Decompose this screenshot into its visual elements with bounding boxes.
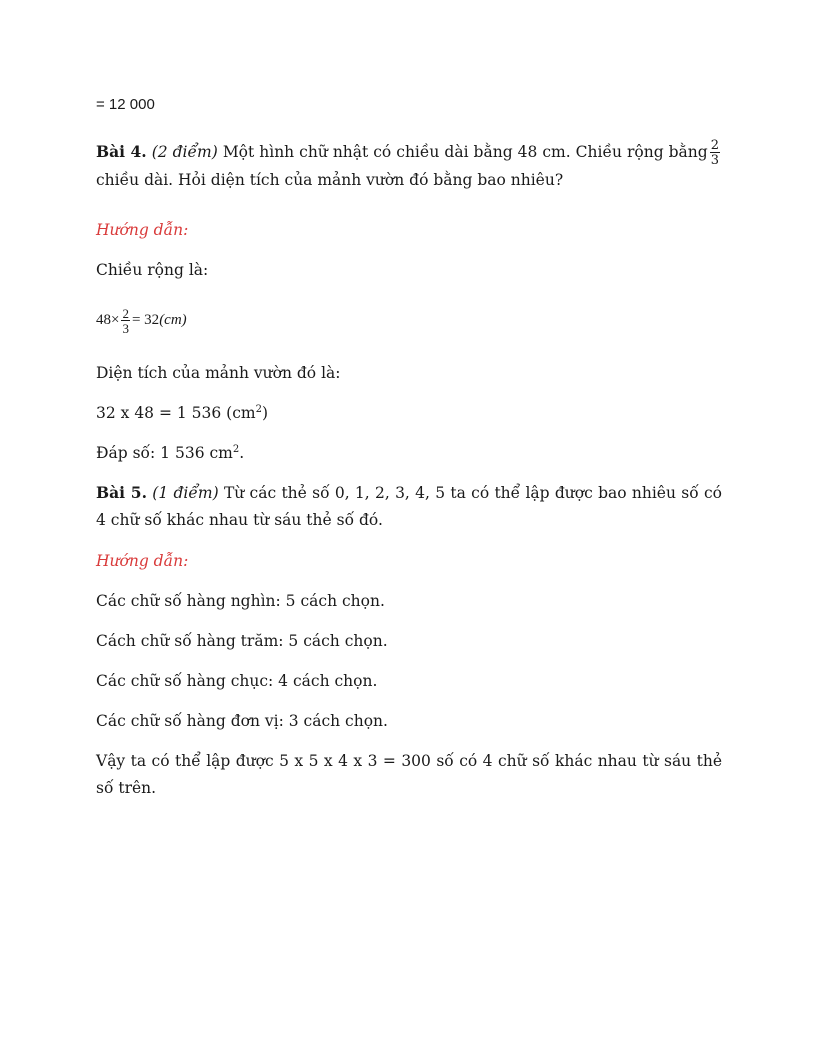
guide-heading-2: Hướng dẫn: xyxy=(96,552,189,570)
problem-5 xyxy=(96,479,722,534)
guide-heading-1: Hướng dẫn: xyxy=(96,221,189,239)
problem-4-text-b: chiều dài. Hỏi diện tích của mảnh vườn đó bằng bao nhiêu? xyxy=(96,171,564,189)
area-heading: Diện tích của mảnh vườn đó là: xyxy=(96,364,341,382)
calc1-left: 48× xyxy=(96,312,120,328)
width-calculation xyxy=(96,300,187,340)
problem-4-points: (2 điểm) xyxy=(151,143,218,161)
problem-5-label: Bài 5. xyxy=(96,483,147,502)
calc1-fraction: $\frac{2}{3}$ xyxy=(122,305,129,336)
conclusion: Vậy ta có thể lập được 5 x 5 x 4 x 3 = 300 số có 4 chữ số khác nhau từ sáu thẻ số trên. xyxy=(96,752,722,797)
step-item: Các chữ số hàng nghìn: 5 cách chọn. xyxy=(96,592,385,610)
step-item: Cách chữ số hàng trăm: 5 cách chọn. xyxy=(96,632,388,650)
problem-4 xyxy=(96,138,722,194)
fraction-two-thirds: $\frac{2}{3}$ xyxy=(710,138,719,168)
problem-5-text: Từ các thẻ số 0, 1, 2, 3, 4, 5 ta có thể lập được bao nhiêu số có 4 chữ số khác nhau từ sáu thẻ số đó. xyxy=(96,484,722,529)
step-item: Các chữ số hàng chục: 4 cách chọn. xyxy=(96,672,378,690)
calc1-unit: (cm) xyxy=(159,312,187,328)
problem-5-points: (1 điểm) xyxy=(152,484,219,502)
area-calculation: 32 x 48 = 1 536 $(cm^2)$ xyxy=(96,404,269,422)
step-item: Các chữ số hàng đơn vị: 3 cách chọn. xyxy=(96,712,388,730)
width-heading: Chiều rộng là: xyxy=(96,261,209,279)
problem-4-text-a: Một hình chữ nhật có chiều dài bằng 48 cm. Chiều rộng bằng xyxy=(222,143,708,161)
problem-4-label: Bài 4. xyxy=(96,142,147,161)
answer-line: Đáp số: 1 536 $cm^2$. xyxy=(96,444,245,462)
calc1-right: = 32 xyxy=(131,312,160,328)
result-line: = 12 000 xyxy=(96,96,155,113)
